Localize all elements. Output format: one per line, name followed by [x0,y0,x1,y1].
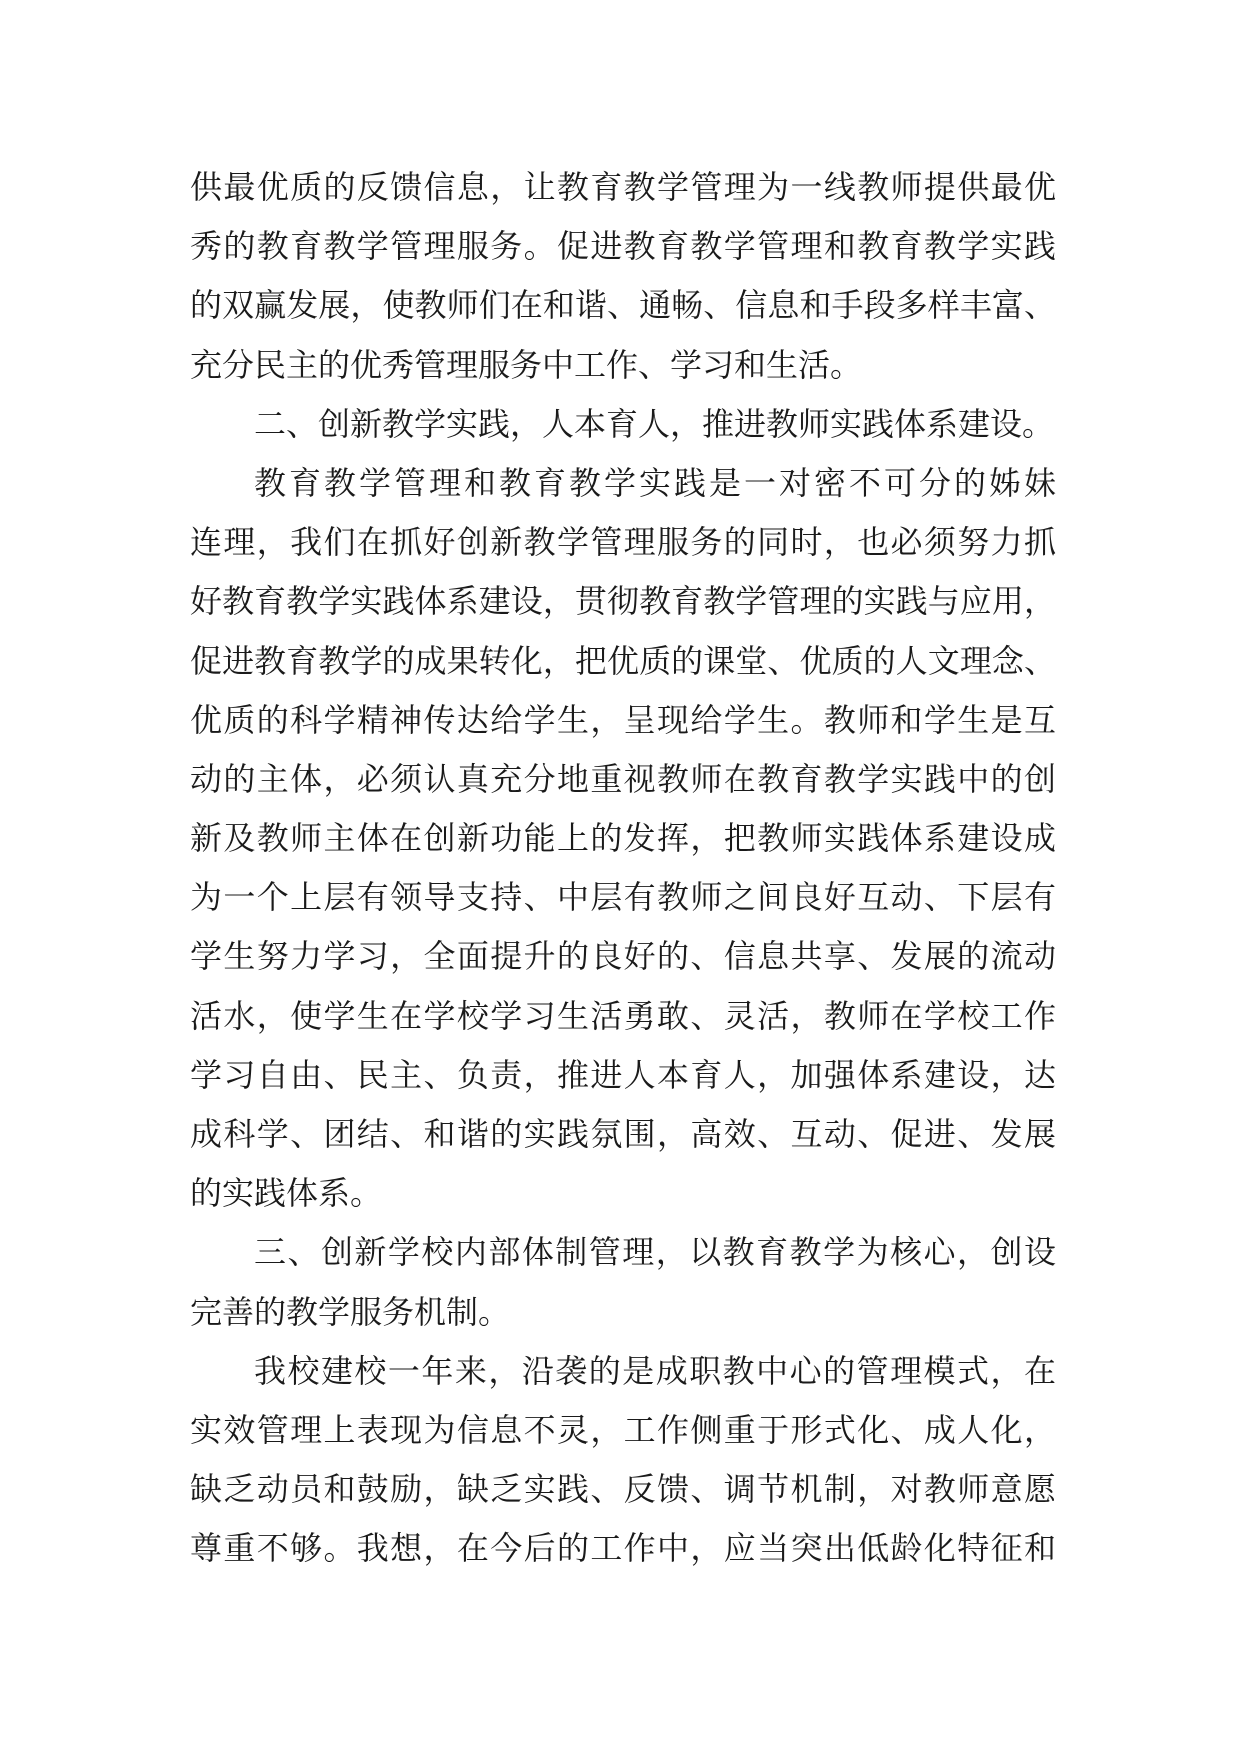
text-line-23: 缺乏动员和鼓励，缺乏实践、反馈、调节机制，对教师意愿 [190,1470,1056,1509]
text-line-1: 供最优质的反馈信息，让教育教学管理为一线教师提供最优 [190,168,1056,206]
text-line-22: 实效管理上表现为信息不灵，工作侧重于形式化、成人化， [190,1410,1056,1449]
body-text [190,158,1056,1579]
section-heading-2: 二、创新教学实践，人本育人，推进教师实践体系建设。 [254,404,1055,443]
text-line-13: 为一个上层有领导支持、中层有教师之间良好互动、下层有 [190,878,1056,917]
text-line-16: 学习自由、民主、负责，推进人本育人，加强体系建设，达 [190,1055,1056,1094]
text-line-2: 秀的教育教学管理服务。促进教育教学管理和教育教学实践 [190,227,1056,266]
text-line-6: 教育教学管理和教育教学实践是一对密不可分的姊妹 [254,463,1056,502]
text-line-15: 活水，使学生在学校学习生活勇敢、灵活，教师在学校工作 [190,996,1056,1035]
text-line-7: 连理，我们在抓好创新教学管理服务的同时，也必须努力抓 [190,523,1056,562]
text-line-9: 促进教育教学的成果转化，把优质的课堂、优质的人文理念、 [190,641,1056,680]
text-line-18: 的实践体系。 [190,1174,383,1213]
text-line-3: 的双赢发展，使教师们在和谐、通畅、信息和手段多样丰富、 [190,286,1056,325]
text-line-4: 充分民主的优秀管理服务中工作、学习和生活。 [190,345,863,384]
section-heading-3-cont: 完善的教学服务机制。 [190,1292,511,1331]
text-line-8: 好教育教学实践体系建设，贯彻教育教学管理的实践与应用， [190,582,1056,621]
text-line-10: 优质的科学精神传达给学生，呈现给学生。教师和学生是互 [190,700,1056,739]
text-line-12: 新及教师主体在创新功能上的发挥，把教师实践体系建设成 [190,819,1056,858]
text-line-11: 动的主体，必须认真充分地重视教师在教育教学实践中的创 [190,759,1056,798]
text-line-14: 学生努力学习，全面提升的良好的、信息共享、发展的流动 [190,937,1056,976]
text-line-21: 我校建校一年来，沿袭的是成职教中心的管理模式，在 [254,1351,1056,1390]
section-heading-3: 三、创新学校内部体制管理，以教育教学为核心，创设 [254,1233,1056,1272]
text-line-24: 尊重不够。我想，在今后的工作中，应当突出低龄化特征和 [190,1529,1056,1568]
text-line-17: 成科学、团结、和谐的实践氛围，高效、互动、促进、发展 [190,1115,1056,1153]
